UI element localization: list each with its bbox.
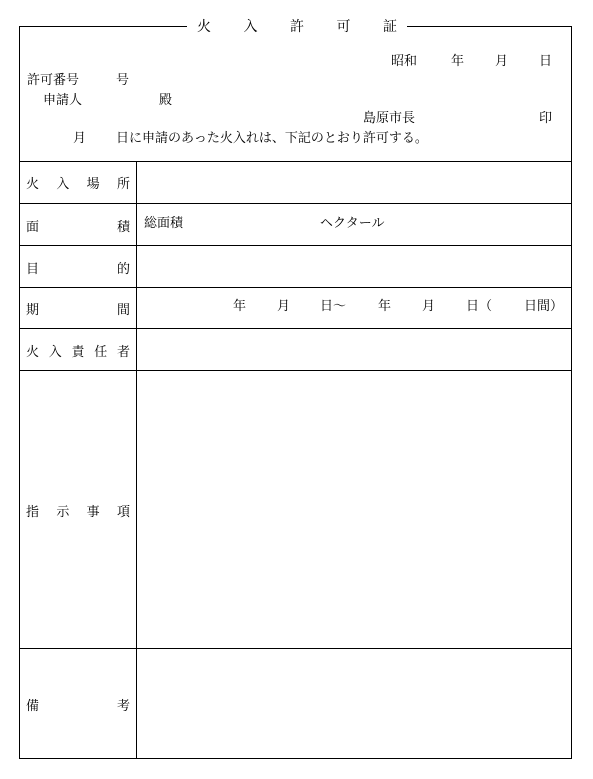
seal-mark: 印 — [539, 111, 553, 126]
statement-month: 月 — [73, 131, 87, 146]
period-start-year: 年 — [233, 299, 247, 314]
mayor-title: 島原市長 — [363, 111, 416, 126]
permit-number-suffix: 号 — [116, 73, 130, 88]
date-month: 月 — [495, 54, 509, 69]
document-title — [187, 17, 407, 35]
label-area: 面 積 — [26, 220, 130, 235]
label-period: 期 間 — [26, 303, 130, 318]
date-day: 日 — [539, 54, 553, 69]
row-divider — [19, 328, 572, 329]
title-char: 入 — [243, 19, 258, 35]
total-area-label: 総面積 — [144, 216, 184, 231]
label-responsible-person: 火 入 責 任 者 — [26, 345, 130, 360]
period-end-month: 月 — [422, 299, 436, 314]
date-year: 年 — [451, 54, 465, 69]
row-divider — [19, 161, 572, 162]
label-remarks: 備 考 — [26, 699, 130, 714]
label-purpose: 目 的 — [26, 262, 130, 277]
period-end-day: 日（ — [466, 299, 493, 314]
label-instructions: 指 示 事 項 — [26, 505, 130, 520]
row-divider — [19, 245, 572, 246]
title-char: 許 — [290, 19, 304, 35]
period-days: 日間） — [524, 299, 564, 314]
period-end-year: 年 — [378, 299, 392, 314]
label-burn-place: 火 入 場 所 — [26, 177, 130, 192]
title-char: 証 — [383, 19, 397, 35]
date-era: 昭和 — [391, 54, 418, 69]
row-divider — [19, 370, 572, 371]
applicant-label: 申請人 — [43, 93, 83, 108]
area-unit: ヘクタール — [320, 216, 385, 231]
row-divider — [19, 287, 572, 288]
permit-number-label: 許可番号 — [27, 73, 80, 88]
permit-statement: 日に申請のあった火入れは、下記のとおり許可する。 — [116, 131, 428, 146]
applicant-honorific: 殿 — [159, 93, 173, 108]
period-start-month: 月 — [277, 299, 291, 314]
title-char: 可 — [336, 19, 351, 35]
label-column-divider — [136, 161, 137, 759]
title-char: 火 — [197, 19, 211, 35]
period-start-day: 日～ — [320, 299, 347, 314]
row-divider — [19, 203, 572, 204]
row-divider — [19, 648, 572, 649]
